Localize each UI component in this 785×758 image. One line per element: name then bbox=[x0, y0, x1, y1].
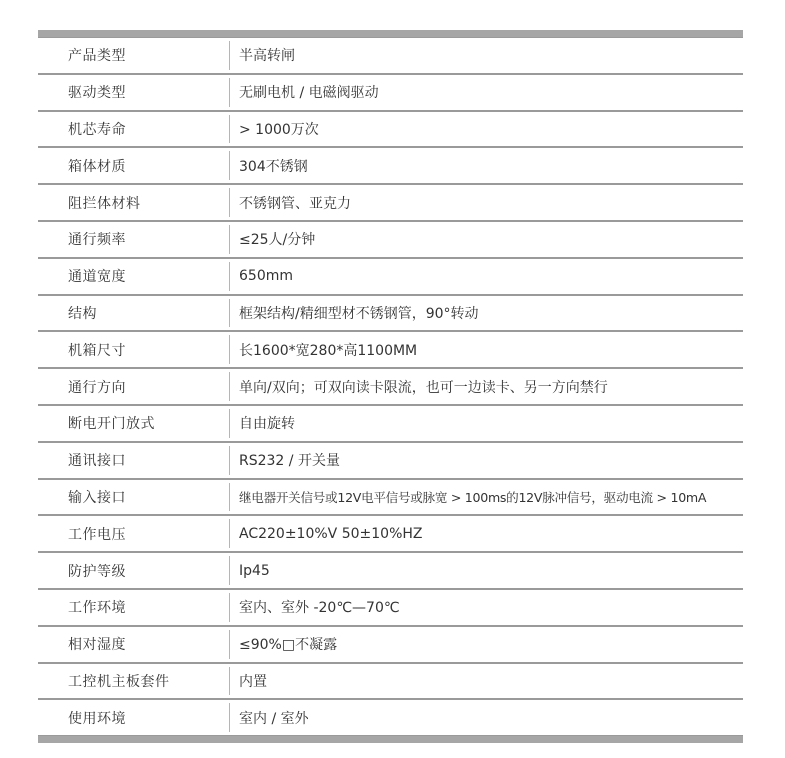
table-row bbox=[38, 295, 743, 332]
top-bar bbox=[38, 30, 743, 37]
spec-value: 室内、室外 -20℃—70℃ bbox=[239, 600, 400, 617]
table-row bbox=[38, 37, 743, 74]
bottom-bar bbox=[38, 736, 743, 743]
spec-table bbox=[38, 30, 743, 743]
spec-value: 650mm bbox=[239, 268, 293, 285]
spec-value: 不锈钢管、亚克力 bbox=[239, 195, 351, 212]
table-row bbox=[38, 442, 743, 479]
table-row bbox=[38, 258, 743, 295]
table-row bbox=[38, 663, 743, 700]
spec-label: 相对湿度 bbox=[68, 637, 126, 654]
spec-label: 阻拦体材料 bbox=[68, 195, 141, 212]
spec-value: RS232 / 开关量 bbox=[239, 453, 340, 470]
spec-label: 产品类型 bbox=[68, 48, 126, 65]
table-row bbox=[38, 111, 743, 148]
table-row bbox=[38, 699, 743, 736]
spec-value: 框架结构/精细型材不锈钢管，90°转动 bbox=[239, 305, 479, 322]
spec-value: AC220±10%V 50±10%HZ bbox=[239, 525, 423, 542]
table-row bbox=[38, 479, 743, 516]
spec-label: 断电开门放式 bbox=[68, 416, 155, 433]
spec-value: Ip45 bbox=[239, 562, 270, 579]
spec-label: 工控机主板套件 bbox=[68, 673, 170, 690]
table-row bbox=[38, 405, 743, 442]
spec-value: 半高转闸 bbox=[239, 48, 295, 65]
table-row bbox=[38, 147, 743, 184]
spec-label: 机箱尺寸 bbox=[68, 342, 126, 359]
spec-value: 无刷电机 / 电磁阀驱动 bbox=[239, 85, 379, 102]
spec-value: 自由旋转 bbox=[239, 416, 295, 433]
spec-value: > 1000万次 bbox=[239, 121, 319, 138]
spec-label: 结构 bbox=[68, 305, 97, 322]
table-row bbox=[38, 184, 743, 221]
spec-label: 输入接口 bbox=[68, 489, 126, 506]
spec-value: ≤90%□不凝露 bbox=[239, 637, 338, 654]
spec-label: 使用环境 bbox=[68, 710, 126, 727]
spec-value: 内置 bbox=[239, 673, 267, 690]
table-row bbox=[38, 331, 743, 368]
spec-label: 通行方向 bbox=[68, 379, 126, 396]
table-row bbox=[38, 552, 743, 589]
table-row bbox=[38, 589, 743, 626]
table-row bbox=[38, 74, 743, 111]
spec-label: 通讯接口 bbox=[68, 453, 126, 470]
spec-value: 继电器开关信号或12V电平信号或脉宽 > 100ms的12V脉冲信号，驱动电流 > 10mA bbox=[239, 490, 707, 506]
spec-label: 通道宽度 bbox=[68, 269, 126, 286]
spec-label: 箱体材质 bbox=[68, 158, 126, 175]
spec-value: 长1600*宽280*高1100MM bbox=[239, 342, 418, 359]
spec-label: 机芯寿命 bbox=[68, 121, 126, 138]
table-row bbox=[38, 626, 743, 663]
table-row bbox=[38, 515, 743, 552]
table-row bbox=[38, 368, 743, 405]
spec-label: 防护等级 bbox=[68, 563, 126, 580]
spec-label: 驱动类型 bbox=[68, 85, 126, 102]
spec-value: 单向/双向；可双向读卡限流，也可一边读卡、另一方向禁行 bbox=[239, 379, 608, 396]
spec-label: 工作电压 bbox=[68, 526, 126, 543]
spec-value: 304不锈钢 bbox=[239, 158, 308, 175]
table-row bbox=[38, 221, 743, 258]
spec-value: 室内 / 室外 bbox=[239, 710, 309, 727]
spec-label: 通行频率 bbox=[68, 232, 126, 249]
spec-label: 工作环境 bbox=[68, 600, 126, 617]
spec-value: ≤25人/分钟 bbox=[239, 232, 316, 249]
